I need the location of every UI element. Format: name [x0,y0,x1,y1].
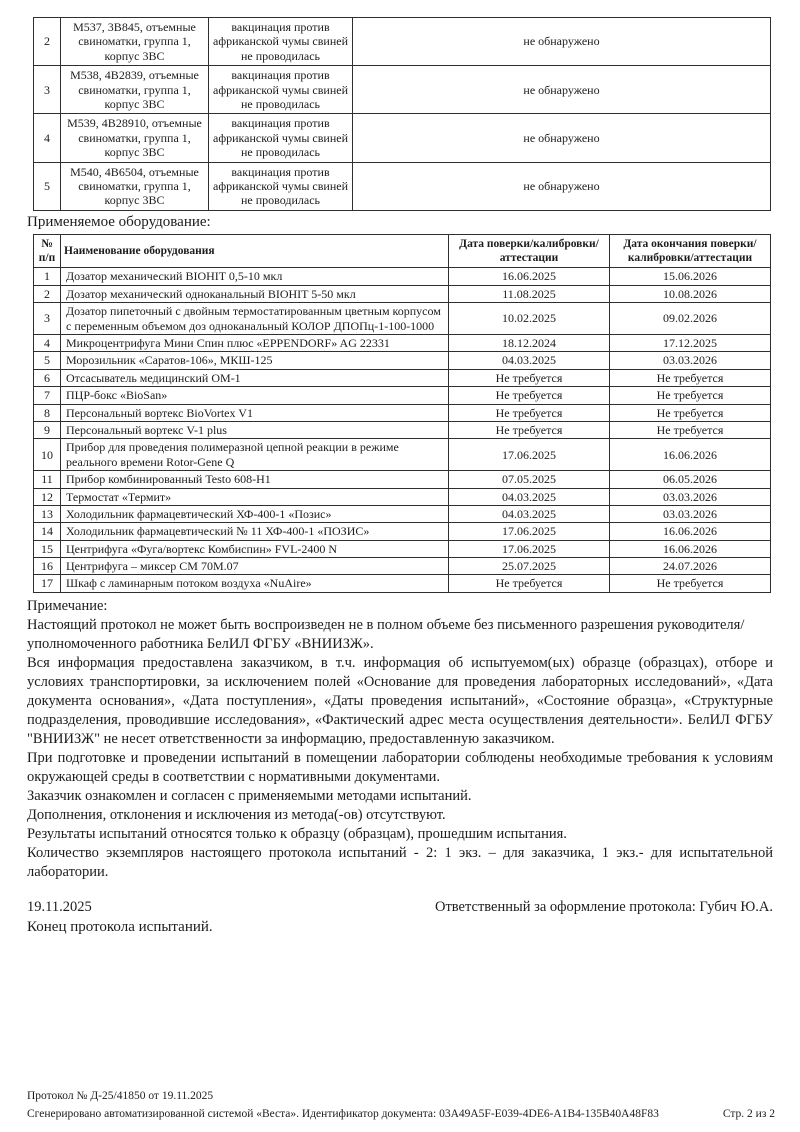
col-header-name: Наименование оборудования [61,234,449,268]
equipment-number: 6 [34,369,61,386]
equipment-cal-date: 11.08.2025 [449,285,610,302]
equipment-row [34,471,771,488]
equipment-number: 14 [34,523,61,540]
equipment-name: Центрифуга – миксер СМ 70М.07 [61,558,449,575]
equipment-name: Морозильник «Саратов-106», МКШ-125 [61,352,449,369]
notes-section [27,597,773,882]
samples-table [33,17,771,211]
equipment-row [34,488,771,505]
equipment-cal-date: 10.02.2025 [449,303,610,335]
equipment-name: Центрифуга «Фуга/вортекс Комбиспин» FVL-2400 N [61,540,449,557]
equipment-name: Холодильник фармацевтический ХФ-400-1 «Позис» [61,505,449,522]
equipment-number: 12 [34,488,61,505]
equipment-number: 4 [34,335,61,352]
vaccination-info: вакцинация против африканской чумы свиней не проводилась [209,18,353,66]
test-result: не обнаружено [353,114,771,162]
equipment-name: Дозатор механический BIOHIT 0,5-10 мкл [61,268,449,285]
sample-description: М539, 4В28910, отъемные свиноматки, группа 1, корпус 3ВС [61,114,209,162]
equipment-number: 5 [34,352,61,369]
col-header-number: № п/п [34,234,61,268]
equipment-header-row [34,234,771,268]
sample-row [34,66,771,114]
note-paragraph: При подготовке и проведении испытаний в помещении лаборатории соблюдены необходимые требования к условиям окружающей среды в соответствии с нормативными документами. [27,749,773,785]
equipment-name: Прибор для проведения полимеразной цепной реакции в режиме реального времени Rotor-Gene Q [61,439,449,471]
equipment-cal-date: 04.03.2025 [449,488,610,505]
equipment-row [34,439,771,471]
equipment-cal-expiry: 03.03.2026 [610,352,771,369]
equipment-row [34,387,771,404]
equipment-name: Холодильник фармацевтический № 11 ХФ-400-1 «ПОЗИС» [61,523,449,540]
equipment-cal-expiry: 03.03.2026 [610,488,771,505]
notes-paragraphs [27,616,773,882]
equipment-cal-expiry: Не требуется [610,387,771,404]
equipment-cal-expiry: 16.06.2026 [610,523,771,540]
equipment-row [34,352,771,369]
equipment-cal-expiry: 06.05.2026 [610,471,771,488]
test-result: не обнаружено [353,66,771,114]
equipment-number: 9 [34,421,61,438]
equipment-name: Прибор комбинированный Testo 608-H1 [61,471,449,488]
equipment-row [34,505,771,522]
equipment-table-body [34,268,771,592]
equipment-cal-date: 17.06.2025 [449,540,610,557]
equipment-row [34,540,771,557]
equipment-number: 17 [34,575,61,592]
equipment-row [34,335,771,352]
sample-description: М538, 4В2839, отъемные свиноматки, группа 1, корпус 3ВС [61,66,209,114]
footer-generated-line: Сгенерировано автоматизированной системой «Веста». Идентификатор документа: 03A49A5F-E039-4DE6-A1B4-135B40A48F83 [27,1107,659,1120]
equipment-cal-date: Не требуется [449,575,610,592]
equipment-cal-expiry: 03.03.2026 [610,505,771,522]
sample-number: 4 [34,114,61,162]
equipment-cal-expiry: 15.06.2026 [610,268,771,285]
sample-description: М540, 4В6504, отъемные свиноматки, группа 1, корпус 3ВС [61,162,209,210]
note-paragraph: Заказчик ознакомлен и согласен с применяемыми методами испытаний. [27,787,472,804]
equipment-section-title: Применяемое оборудование: [27,213,211,230]
equipment-cal-expiry: Не требуется [610,575,771,592]
equipment-number: 3 [34,303,61,335]
sample-row [34,114,771,162]
equipment-cal-date: Не требуется [449,404,610,421]
equipment-name: Дозатор пипеточный с двойным термостатированным цветным корпусом с переменным объемом доз одноканальный КОЛОР ДПОПц-1-100-1000 [61,303,449,335]
vaccination-info: вакцинация против африканской чумы свиней не проводилась [209,66,353,114]
samples-table-body [34,18,771,211]
note-paragraph: Настоящий протокол не может быть воспроизведен не в полном объеме без письменного разрешения руководителя/уполномоченного работника БелИЛ ФГБУ «ВНИИЗЖ». [27,616,745,652]
equipment-cal-date: 17.06.2025 [449,523,610,540]
equipment-cal-expiry: Не требуется [610,404,771,421]
equipment-cal-date: 04.03.2025 [449,505,610,522]
equipment-number: 8 [34,404,61,421]
responsible-person-line: Ответственный за оформление протокола: Губич Ю.А. [434,898,773,915]
equipment-name: Отсасыватель медицинский ОМ-1 [61,369,449,386]
equipment-row [34,285,771,302]
equipment-number: 11 [34,471,61,488]
equipment-name: ПЦР-бокс «BioSan» [61,387,449,404]
note-paragraph: Дополнения, отклонения и исключения из метода(-ов) отсутствуют. [27,806,446,823]
sample-number: 2 [34,18,61,66]
equipment-row [34,421,771,438]
equipment-name: Термостат «Термит» [61,488,449,505]
equipment-row [34,303,771,335]
note-paragraph: Вся информация предоставлена заказчиком, в т.ч. информация об испытуемом(ых) образце (образцах), отборе и условиях транспортировки, за исключением полей «Основание для проведения лабораторных исследований», «Дата документа основания», «Дата поступления», «Даты проведения испытаний», «Состояние образца», «Структурные подразделения, проводившие исследования», «Фактический адрес места осуществления деятельности». БелИЛ ФГБУ "ВНИИЗЖ" не несет ответственности за информацию, предоставленную заказчиком. [27,654,773,747]
equipment-cal-date: Не требуется [449,369,610,386]
equipment-number: 10 [34,439,61,471]
equipment-number: 16 [34,558,61,575]
footer-page-number: Стр. 2 из 2 [722,1107,775,1120]
equipment-cal-expiry: 16.06.2026 [610,439,771,471]
equipment-cal-date: Не требуется [449,421,610,438]
sample-row [34,18,771,66]
protocol-date: 19.11.2025 [27,898,92,915]
equipment-cal-date: 16.06.2025 [449,268,610,285]
equipment-number: 13 [34,505,61,522]
equipment-row [34,268,771,285]
equipment-row [34,369,771,386]
equipment-row [34,558,771,575]
footer-protocol-line: Протокол № Д-25/41850 от 19.11.2025 [27,1090,214,1102]
sample-number: 3 [34,66,61,114]
notes-title: Примечание: [27,597,108,614]
vaccination-info: вакцинация против африканской чумы свиней не проводилась [209,162,353,210]
equipment-number: 7 [34,387,61,404]
equipment-cal-expiry: Не требуется [610,421,771,438]
equipment-cal-date: 25.07.2025 [449,558,610,575]
equipment-row [34,575,771,592]
sample-description: М537, 3В845, отъемные свиноматки, группа 1, корпус 3ВС [61,18,209,66]
equipment-cal-expiry: Не требуется [610,369,771,386]
equipment-number: 15 [34,540,61,557]
equipment-cal-expiry: 24.07.2026 [610,558,771,575]
page-footer [27,1088,775,1124]
equipment-number: 2 [34,285,61,302]
note-paragraph: Количество экземпляров настоящего протокола испытаний - 2: 1 экз. – для заказчика, 1 экз.- для испытательной лаборатории. [27,844,773,880]
sample-row [34,162,771,210]
equipment-cal-date: 17.06.2025 [449,439,610,471]
equipment-cal-expiry: 17.12.2025 [610,335,771,352]
signature-row [27,899,773,916]
equipment-name: Шкаф с ламинарным потоком воздуха «NuAire» [61,575,449,592]
equipment-name: Персональный вортекс BioVortex V1 [61,404,449,421]
equipment-cal-expiry: 10.08.2026 [610,285,771,302]
equipment-cal-date: 07.05.2025 [449,471,610,488]
equipment-cal-expiry: 16.06.2026 [610,540,771,557]
end-of-protocol-text: Конец протокола испытаний. [27,918,213,935]
equipment-cal-date: 18.12.2024 [449,335,610,352]
vaccination-info: вакцинация против африканской чумы свиней не проводилась [209,114,353,162]
note-paragraph: Результаты испытаний относятся только к образцу (образцам), прошедшим испытания. [27,825,567,842]
equipment-cal-date: 04.03.2025 [449,352,610,369]
sample-number: 5 [34,162,61,210]
col-header-cal-expiry: Дата окончания поверки/калибровки/аттестации [610,234,771,268]
col-header-cal-date: Дата поверки/калибровки/аттестации [449,234,610,268]
equipment-cal-date: Не требуется [449,387,610,404]
test-result: не обнаружено [353,162,771,210]
equipment-row [34,523,771,540]
test-result: не обнаружено [353,18,771,66]
equipment-number: 1 [34,268,61,285]
equipment-cal-expiry: 09.02.2026 [610,303,771,335]
equipment-name: Дозатор механический одноканальный BIOHIT 5-50 мкл [61,285,449,302]
equipment-name: Микроцентрифуга Мини Спин плюс «EPPENDORF» AG 22331 [61,335,449,352]
equipment-name: Персональный вортекс V-1 plus [61,421,449,438]
equipment-table [33,234,771,593]
equipment-row [34,404,771,421]
